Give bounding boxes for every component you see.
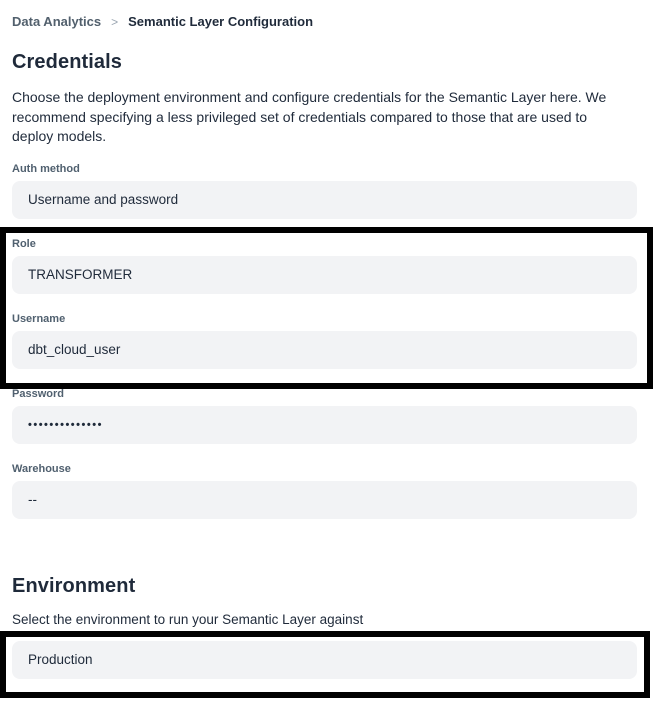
environment-value: Production <box>28 652 93 667</box>
password-masked-value: •••••••••••••• <box>28 418 103 431</box>
warehouse-field-group <box>12 463 637 519</box>
auth-method-value: Username and password <box>28 192 179 207</box>
password-field-group <box>12 388 637 444</box>
role-label: Role <box>12 237 36 250</box>
password-label: Password <box>12 387 64 400</box>
environment-select[interactable] <box>12 641 637 679</box>
auth-method-select[interactable] <box>12 181 637 219</box>
credentials-section-description: Choose the deployment environment and configure credentials for the Semantic Layer here. We recommend specifying a less privileged set of credentials compared to those that are used to deploy models. <box>12 89 607 144</box>
auth-method-label: Auth method <box>12 162 80 175</box>
auth-method-field-group <box>12 163 637 219</box>
chevron-right-icon: > <box>111 14 119 29</box>
username-label: Username <box>12 312 66 325</box>
environment-section-description: Select the environment to run your Semantic Layer against <box>12 611 364 627</box>
warehouse-value: -- <box>28 492 37 507</box>
credentials-section-title: Credentials <box>12 51 123 73</box>
breadcrumb-data-analytics[interactable]: Data Analytics <box>12 14 102 29</box>
username-value: dbt_cloud_user <box>28 342 121 357</box>
role-field-group <box>12 238 637 294</box>
environment-section-title: Environment <box>12 574 136 597</box>
warehouse-input[interactable] <box>12 481 637 519</box>
password-input[interactable] <box>12 406 637 444</box>
role-value: TRANSFORMER <box>28 267 133 282</box>
role-input[interactable] <box>12 256 637 294</box>
warehouse-label: Warehouse <box>12 462 71 475</box>
username-field-group <box>12 313 637 369</box>
environment-field-group <box>12 641 637 679</box>
username-input[interactable] <box>12 331 637 369</box>
breadcrumb-current-page: Semantic Layer Configuration <box>128 14 314 29</box>
breadcrumb <box>12 14 637 29</box>
